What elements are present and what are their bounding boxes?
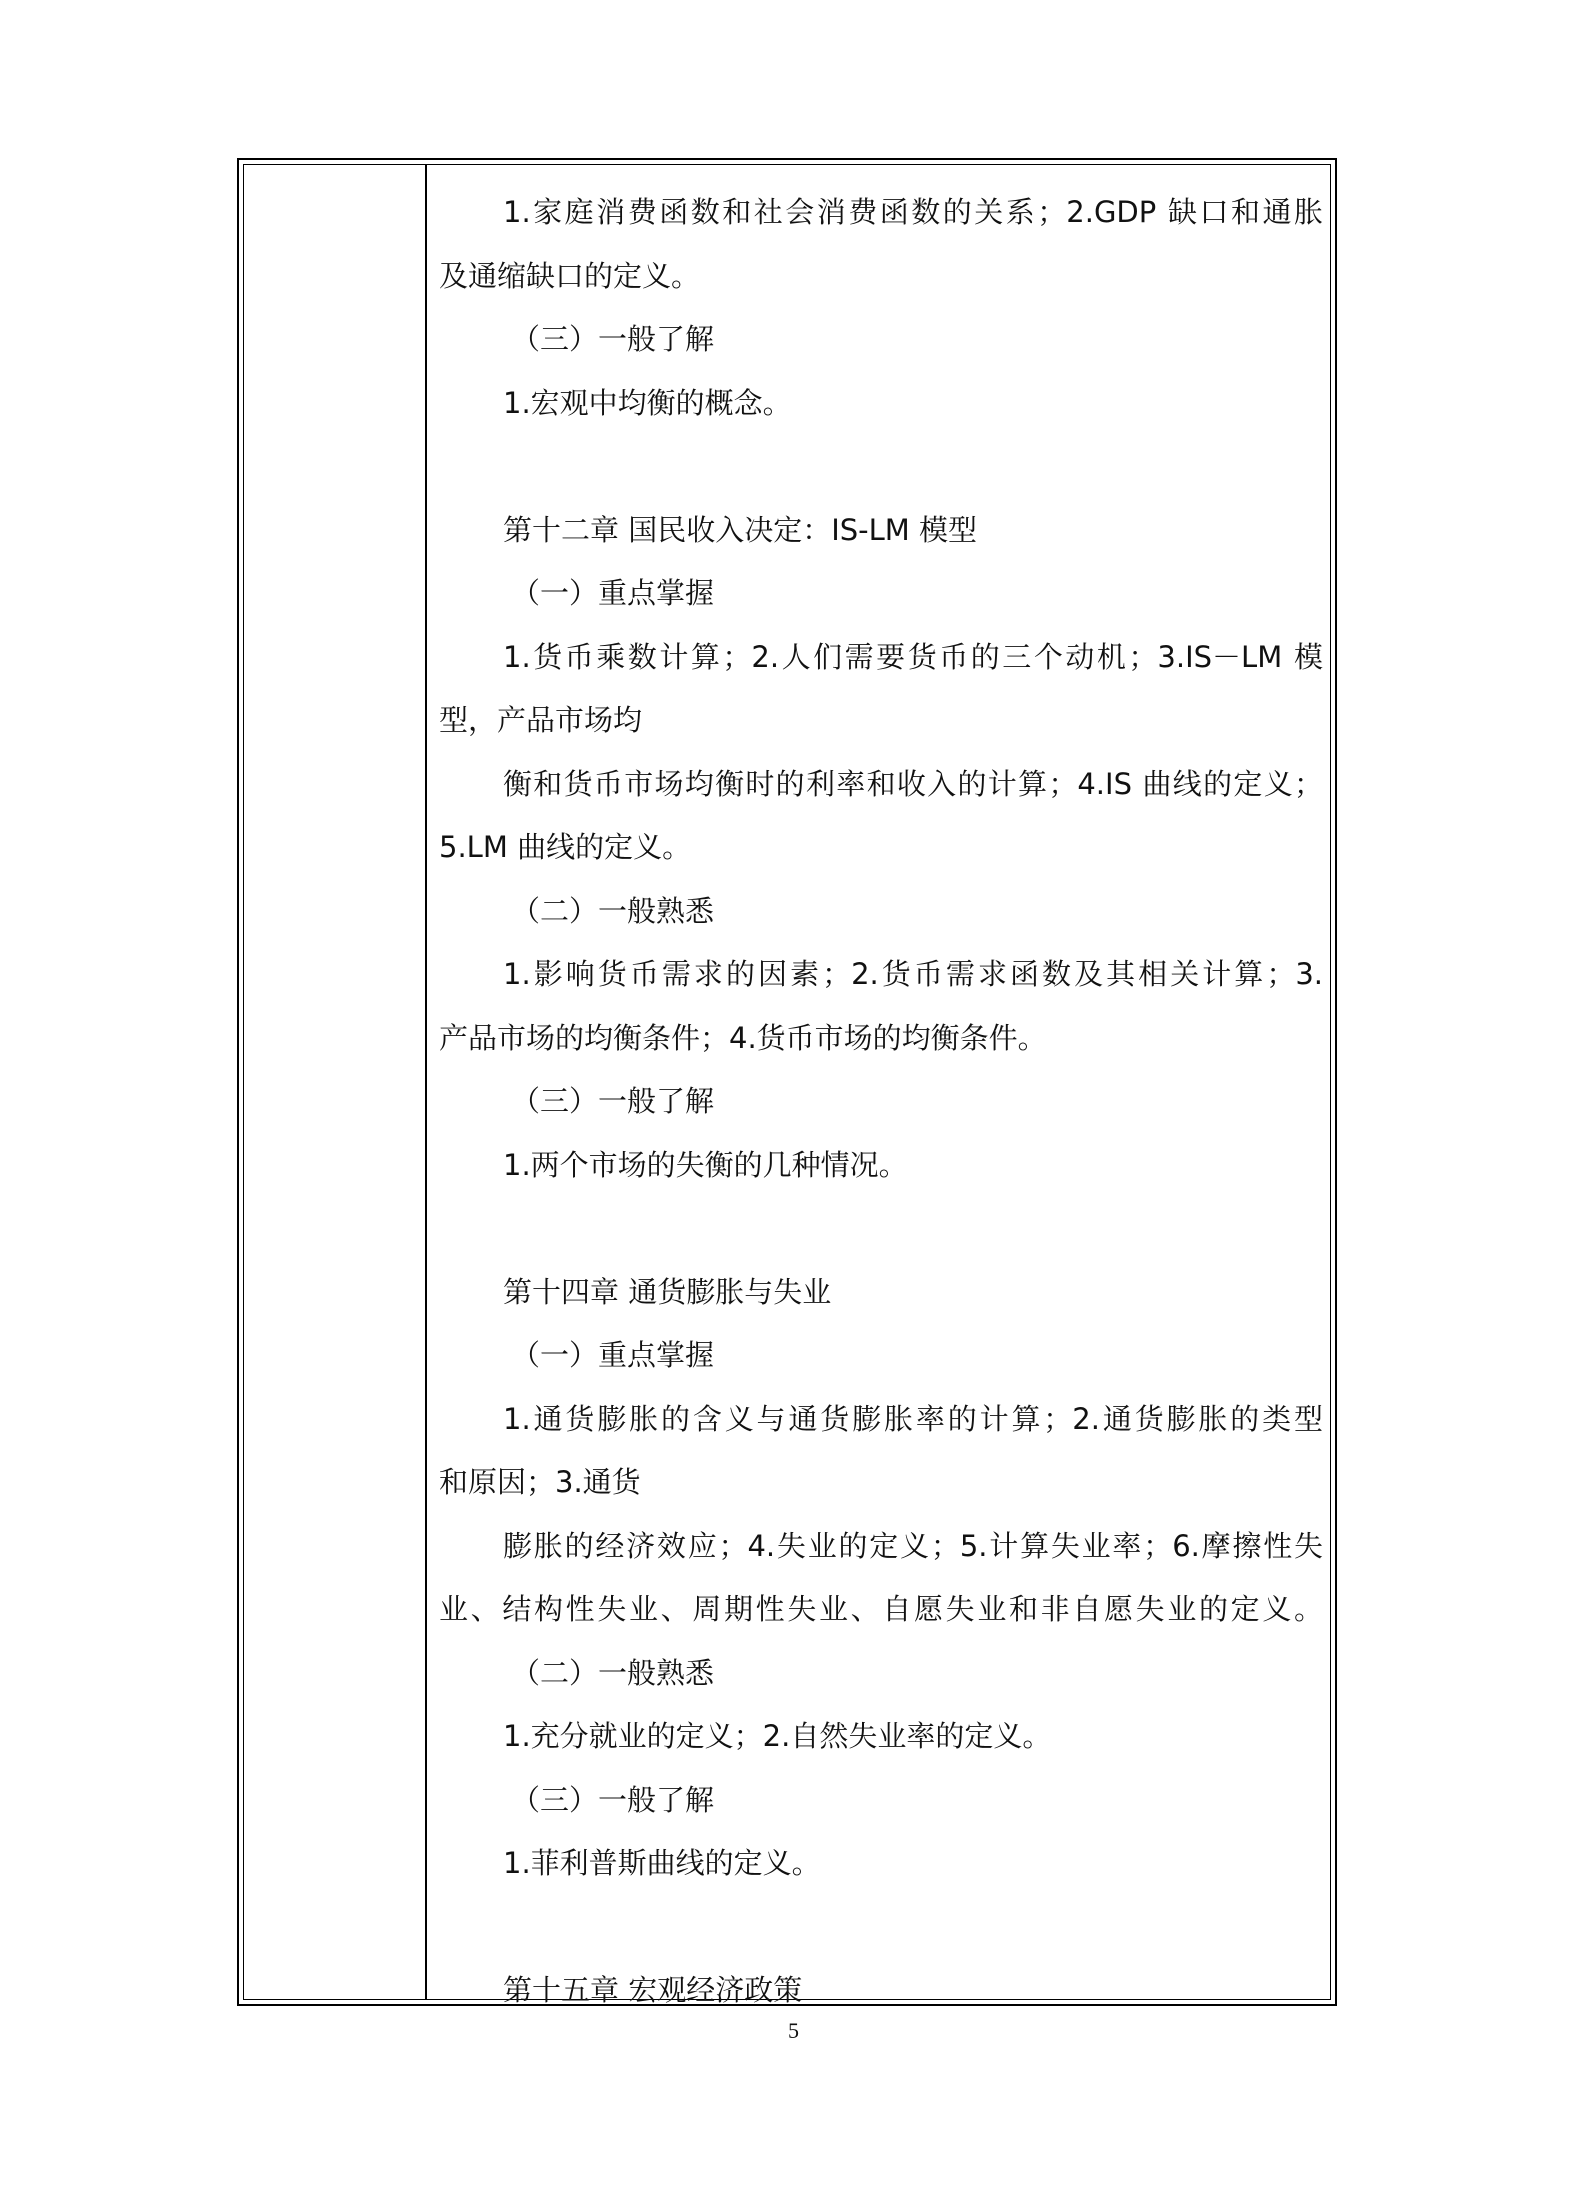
spacer: [439, 1197, 1323, 1261]
syllabus-table: [237, 158, 1337, 2006]
level-heading: （三）一般了解: [511, 1084, 715, 1118]
text-line: 型，产品市场均: [439, 703, 643, 737]
text-line: 1.两个市场的失衡的几种情况。: [503, 1147, 908, 1182]
text-line: 业、结构性失业、周期性失业、自愿失业和非自愿失业的定义。: [439, 1592, 1323, 1626]
chapter-heading: 第十二章 国民收入决定：IS-LM 模型: [503, 512, 978, 547]
table-inner-border: [243, 164, 1331, 2007]
level-heading: （一）重点掌握: [511, 1338, 715, 1372]
table-content-column: [439, 181, 1323, 2023]
text-line: 及通缩缺口的定义。: [439, 258, 701, 293]
chapter-heading: 第十四章 通货膨胀与失业: [503, 1274, 832, 1309]
text-line: 衡和货币市场均衡时的利率和收入的计算；4.IS 曲线的定义；: [503, 766, 1323, 801]
level-heading: （三）一般了解: [511, 322, 715, 356]
text-line: 1.通货膨胀的含义与通货膨胀率的计算；2.通货膨胀的类型: [503, 1401, 1323, 1436]
text-line: 1.影响货币需求的因素；2.货币需求函数及其相关计算；3.: [503, 957, 1323, 991]
text-line: 产品市场的均衡条件；4.货币市场的均衡条件。: [439, 1020, 1047, 1055]
spacer: [439, 1896, 1323, 1960]
chapter-heading: 第十五章 宏观经济政策: [503, 1973, 803, 2007]
text-line: 膨胀的经济效应；4.失业的定义；5.计算失业率；6.摩擦性失: [503, 1528, 1323, 1563]
level-heading: （二）一般熟悉: [511, 893, 715, 928]
page-number: 5: [788, 2018, 799, 2043]
text-line: 1.宏观中均衡的概念。: [503, 385, 792, 420]
spacer: [439, 435, 1323, 499]
level-heading: （二）一般熟悉: [511, 1655, 715, 1690]
level-heading: （三）一般了解: [511, 1782, 715, 1817]
text-line: 5.LM 曲线的定义。: [439, 830, 692, 864]
text-line: 1.货币乘数计算；2.人们需要货币的三个动机；3.IS－LM 模: [503, 639, 1323, 674]
column-divider: [425, 165, 427, 1999]
text-line: 1.菲利普斯曲线的定义。: [503, 1846, 821, 1880]
level-heading: （一）重点掌握: [511, 576, 715, 610]
table-left-column: [244, 165, 424, 1999]
text-line: 和原因；3.通货: [439, 1465, 641, 1499]
text-line: 1.家庭消费函数和社会消费函数的关系；2.GDP 缺口和通胀: [503, 195, 1323, 229]
text-line: 1.充分就业的定义；2.自然失业率的定义。: [503, 1719, 1052, 1753]
